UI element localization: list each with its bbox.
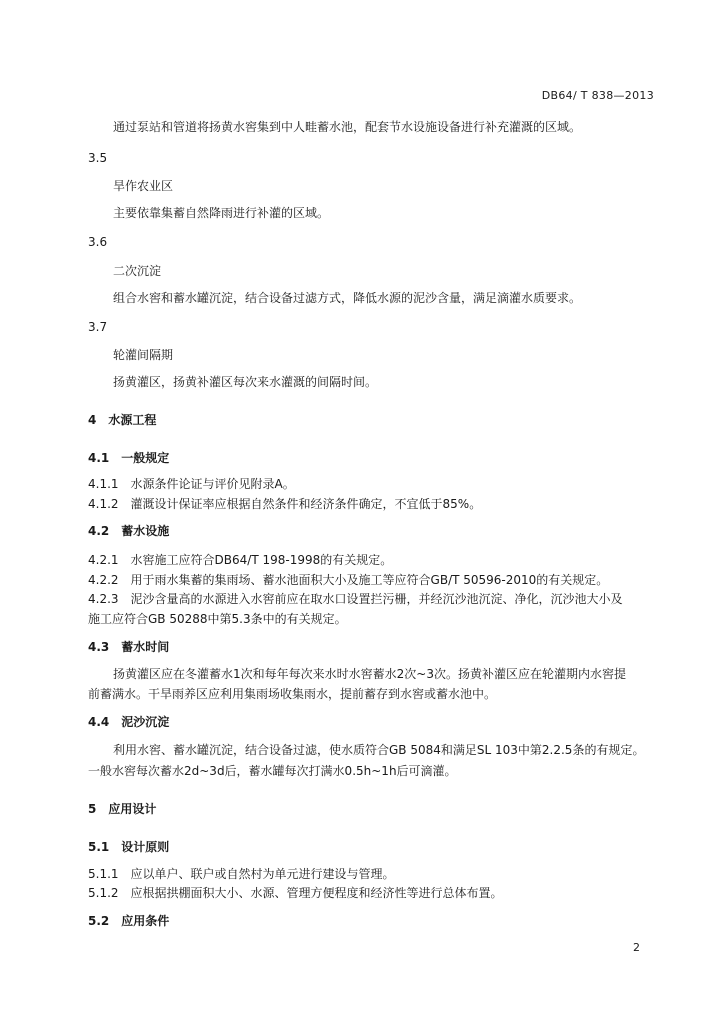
definition-3-4: 通过泵站和管道将扬黄水窖集到中人畦蓄水池，配套节水设施设备进行补充灌溉的区域。 [113, 120, 582, 134]
paragraph-4-3-line2: 前蓄满水。干旱雨养区应利用集雨场收集雨水，提前蓄存到水窖或蓄水池中。 [88, 687, 497, 701]
heading-4-4: 4.4 泥沙沉淀 [88, 715, 170, 729]
heading-5-1: 5.1 设计原则 [88, 840, 170, 854]
clause-4-1-1: 4.1.1 水源条件论证与评价见附录A。 [88, 477, 295, 491]
section-number-3-6: 3.6 [88, 235, 108, 249]
paragraph-4-4-line2: 一般水窖每次蓄水2d~3d后，蓄水罐每次打满水0.5h~1h后可滴灌。 [88, 764, 457, 778]
term-3-7: 轮灌间隔期 [113, 348, 174, 362]
term-3-5: 旱作农业区 [113, 179, 174, 193]
section-number-3-7: 3.7 [88, 320, 108, 334]
clause-5-1-1: 5.1.1 应以单户、联户或自然村为单元进行建设与管理。 [88, 867, 395, 881]
definition-3-7: 扬黄灌区，扬黄补灌区每次来水灌溉的间隔时间。 [113, 375, 378, 389]
heading-4-3: 4.3 蓄水时间 [88, 640, 170, 654]
paragraph-4-4-line1: 利用水窖、蓄水罐沉淀，结合设备过滤，使水质符合GB 5084和满足SL 103中第2.2.5条的有规定。 [113, 743, 645, 757]
clause-4-2-3-line1: 4.2.3 泥沙含量高的水源进入水窖前应在取水口设置拦污栅，并经沉沙池沉淀、净化，沉沙池大小及 [88, 592, 623, 606]
term-3-6: 二次沉淀 [113, 264, 162, 278]
heading-5: 5 应用设计 [88, 802, 157, 816]
section-number-3-5: 3.5 [88, 151, 108, 165]
clause-4-2-1: 4.2.1 水窖施工应符合DB64/T 198-1998的有关规定。 [88, 553, 393, 567]
clause-5-1-2: 5.1.2 应根据拱棚面积大小、水源、管理方便程度和经济性等进行总体布置。 [88, 886, 503, 900]
standard-code: DB64/ T 838—2013 [541, 89, 654, 102]
heading-4-2: 4.2 蓄水设施 [88, 524, 170, 538]
definition-3-5: 主要依靠集蓄自然降雨进行补灌的区域。 [113, 206, 330, 220]
definition-3-6: 组合水窖和蓄水罐沉淀，结合设备过滤方式，降低水源的泥沙含量，满足滴灌水质要求。 [113, 291, 582, 305]
page-number: 2 [633, 941, 640, 954]
clause-4-2-2: 4.2.2 用于雨水集蓄的集雨场、蓄水池面积大小及施工等应符合GB/T 50596-2010的有关规定。 [88, 573, 609, 587]
heading-4: 4 水源工程 [88, 413, 157, 427]
paragraph-4-3-line1: 扬黄灌区应在冬灌蓄水1次和每年每次来水时水窖蓄水2次~3次。扬黄补灌区应在轮灌期内水窖提 [113, 667, 626, 681]
heading-4-1: 4.1 一般规定 [88, 451, 170, 465]
heading-5-2: 5.2 应用条件 [88, 914, 170, 928]
clause-4-2-3-line2: 施工应符合GB 50288中第5.3条中的有关规定。 [88, 612, 347, 626]
clause-4-1-2: 4.1.2 灌溉设计保证率应根据自然条件和经济条件确定，不宜低于85%。 [88, 497, 482, 511]
